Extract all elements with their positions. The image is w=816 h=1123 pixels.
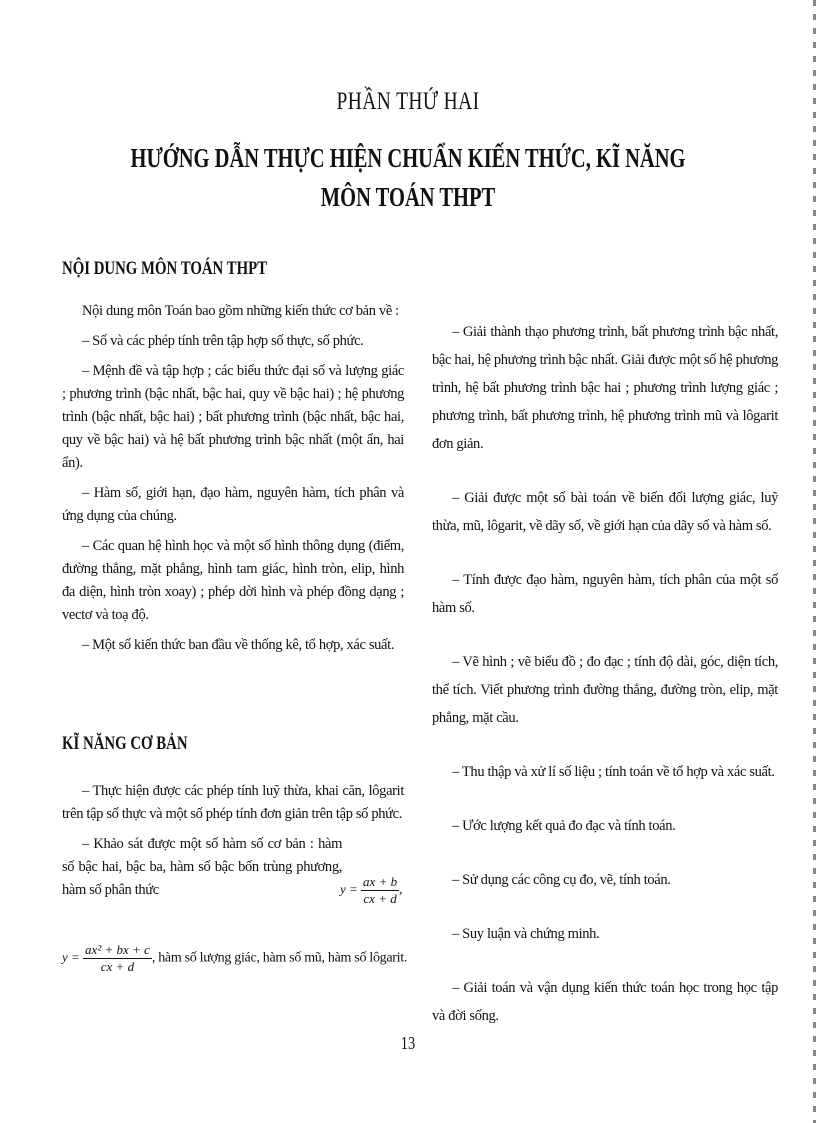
content-column-left (62, 300, 404, 664)
fraction-denominator: cx + d (100, 959, 135, 974)
content-paragraph: – Số và các phép tính trên tập hợp số thực, số phức. (82, 333, 364, 349)
skills-paragraph: – Vẽ hình ; vẽ biểu đồ ; đo đạc ; tính độ dài, góc, diện tích, thể tích. Viết phương trình đường thẳng, đường tròn, elip, mặt phẳng, mặt cầu. (432, 654, 778, 726)
skills-paragraph: – Khảo sát được một số hàm số cơ bản : hàm số bậc hai, bậc ba, hàm số bậc bốn trùng phương, hàm số phân thức (62, 836, 342, 898)
page-title-line-1: HƯỚNG DẪN THỰC HIỆN CHUẨN KIẾN THỨC, KĨ NĂNG (130, 143, 686, 173)
content-paragraph: – Mệnh đề và tập hợp ; các biểu thức đại số và lượng giác ; phương trình (bậc nhất, bậc hai, quy về bậc hai) ; hệ phương trình (bậc nhất, bậc hai) ; bất phương trình (bậc nhất, bậc hai, quy về bậc hai) và hệ bất phương trình bậc nhất (một ẩn, hai ẩn). (62, 363, 404, 471)
skills-paragraph: – Suy luận và chứng minh. (452, 926, 600, 942)
section-heading-skills: KĨ NĂNG CƠ BẢN (62, 733, 188, 754)
section-heading-content: NỘI DUNG MÔN TOÁN THPT (62, 258, 268, 279)
skills-paragraph: – Giải toán và vận dụng kiến thức toán học trong học tập và đời sống. (432, 980, 778, 1024)
formula-tail: , hàm số lượng giác, hàm số mũ, hàm số lôgarit. (151, 950, 408, 966)
content-paragraph: – Một số kiến thức ban đầu về thống kê, tổ hợp, xác suất. (82, 637, 395, 653)
skills-paragraph: – Ước lượng kết quả đo đạc và tính toán. (452, 818, 676, 834)
fraction-denominator: cx + d (363, 891, 397, 906)
formula-lhs: y = (62, 949, 80, 965)
formula-rational-linear (340, 874, 402, 907)
skills-paragraph: – Thu thập và xử lí số liệu ; tính toán về tổ hợp và xác suất. (452, 764, 775, 780)
skills-paragraph: – Tính được đạo hàm, nguyên hàm, tích phân của một số hàm số. (432, 572, 778, 616)
skills-paragraph: – Giải thành thạo phương trình, bất phương trình bậc nhất, bậc hai, hệ phương trình bậc nhất. Giải được một số hệ phương trình, hệ bất phương trình bậc hai ; phương trình lượng giác ; phương trình, bất phương trình, hệ phương trình mũ và lôgarit đơn giản. (432, 324, 778, 452)
content-paragraph: – Các quan hệ hình học và một số hình thông dụng (điểm, đường thẳng, mặt phẳng, hình tam giác, hình tròn, elip, hình đa diện, hình tròn xoay) ; phép dời hình và phép đồng dạng ; vectơ và toạ độ. (62, 538, 404, 623)
formula-tail: , (399, 881, 403, 897)
formula-rational-quadratic (62, 942, 407, 975)
skills-paragraph: – Sử dụng các công cụ đo, vẽ, tính toán. (452, 872, 671, 888)
page-number: 13 (400, 1033, 416, 1053)
skills-paragraph: – Thực hiện được các phép tính luỹ thừa, khai căn, lôgarit trên tập số thực và một số phép tính đơn giản trên tập số phức. (62, 783, 404, 822)
fraction-numerator: ax² + bx + c (85, 942, 150, 957)
fraction (361, 874, 399, 907)
page-title-line-2: MÔN TOÁN THPT (320, 182, 496, 212)
fraction (83, 942, 152, 975)
part-label: PHẦN THỨ HAI (336, 88, 480, 115)
content-column-right (432, 318, 778, 1056)
formula-lhs: y = (340, 881, 358, 897)
content-paragraph: – Hàm số, giới hạn, đạo hàm, nguyên hàm, tích phân và ứng dụng của chúng. (62, 485, 404, 524)
skills-paragraph: – Giải được một số bài toán về biến đổi lượng giác, luỹ thừa, mũ, lôgarit, về dãy số, về giới hạn của dãy số và hàm số. (432, 490, 778, 534)
content-paragraph: Nội dung môn Toán bao gồm những kiến thức cơ bản về : (82, 303, 399, 319)
fraction-numerator: ax + b (363, 874, 398, 889)
